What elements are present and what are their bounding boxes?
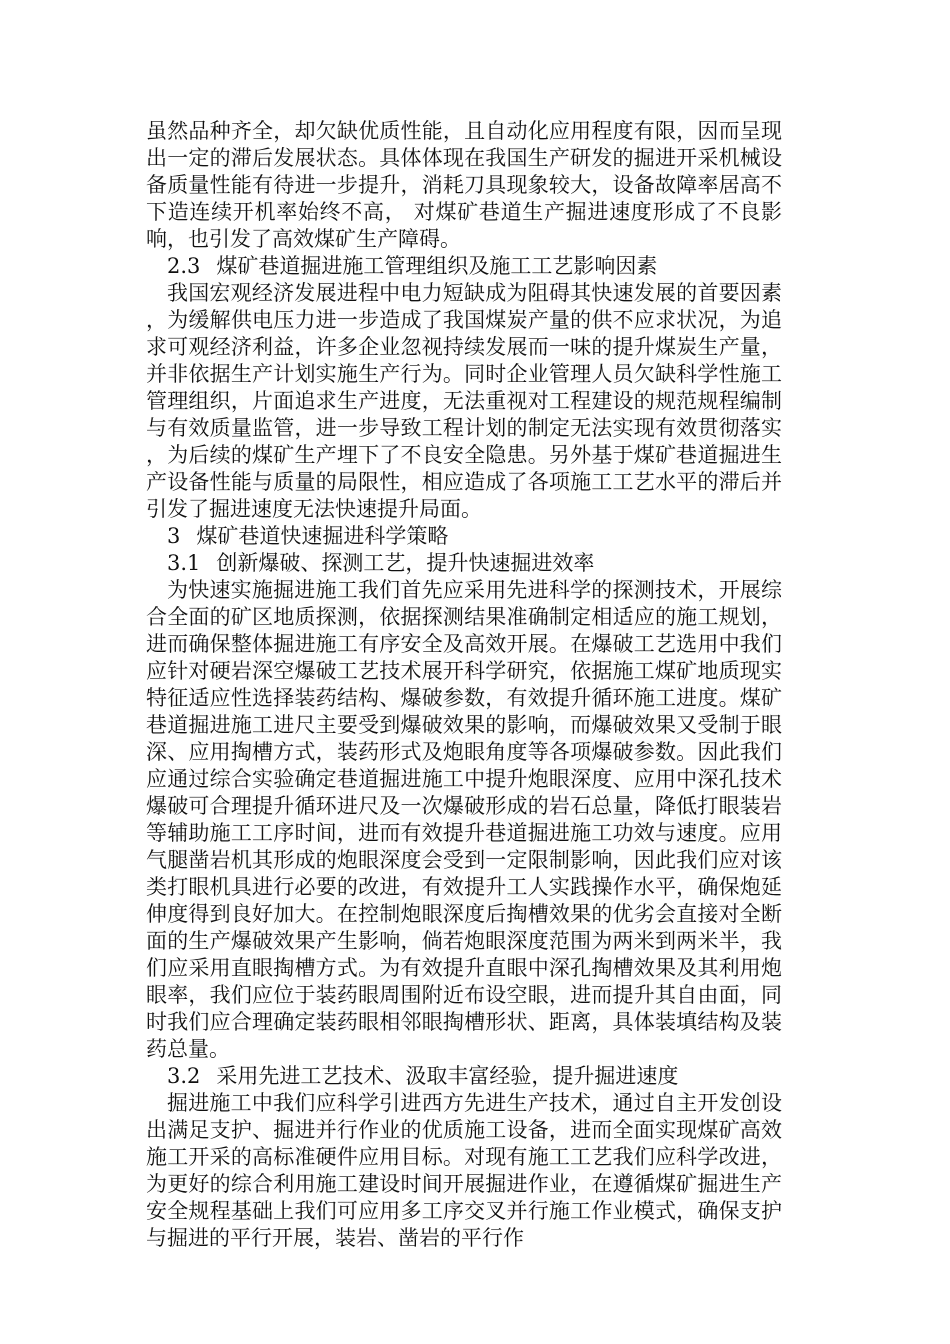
section-title: 采用先进工艺技术、汲取丰富经验，提升掘进速度: [216, 1064, 679, 1088]
section-number: 3: [167, 524, 181, 548]
paragraph-body: 我国宏观经济发展进程中电力短缺成为阻碍其快速发展的首要因素，为缓解供电压力进一步造成了我国煤炭产量的供不应求状况，为追求可观经济利益，许多企业忽视持续发展而一味的提升煤炭生产量，并非依据生产计划实施生产行为。同时企业管理人员欠缺科学性施工管理组织，片面追求生产进度，无法重视对工程建设的规范规程编制与有效质量监管，进一步导致工程计划的制定无法实现有效贯彻落实，为后续的煤矿生产埋下了不良安全隐患。另外基于煤矿巷道掘进生产设备性能与质量的局限性，相应造成了各项施工工艺水平的滞后并引发了掘进速度无法快速提升局面。: [146, 281, 782, 521]
section-heading-3-2: [146, 1063, 782, 1090]
document-page: [146, 118, 782, 1252]
section-heading-3-1: [146, 550, 782, 577]
section-number: 2.3: [167, 254, 201, 278]
paragraph-continuation: 虽然品种齐全，却欠缺优质性能，且自动化应用程度有限，因而呈现出一定的滞后发展状态。具体体现在我国生产研发的掘进开采机械设备质量性能有待进一步提升，消耗刀具现象较大，设备故障率居高不下造连续开机率始终不高， 对煤矿巷道生产掘进速度形成了不良影响，也引发了高效煤矿生产障碍。: [146, 119, 782, 251]
section-number: 3.2: [167, 1064, 201, 1088]
section-title: 煤矿巷道掘进施工管理组织及施工工艺影响因素: [216, 254, 658, 278]
paragraph-body: 为快速实施掘进施工我们首先应采用先进科学的探测技术，开展综合全面的矿区地质探测，依据探测结果准确制定相适应的施工规划，进而确保整体掘进施工有序安全及高效开展。在爆破工艺选用中我们应针对硬岩深空爆破工艺技术展开科学研究，依据施工煤矿地质现实特征适应性选择装药结构、爆破参数，有效提升循环施工进度。煤矿巷道掘进施工进尺主要受到爆破效果的影响，而爆破效果又受制于眼深、应用掏槽方式，装药形式及炮眼角度等各项爆破参数。因此我们应通过综合实验确定巷道掘进施工中提升炮眼深度、应用中深孔技术爆破可合理提升循环进尺及一次爆破形成的岩石总量，降低打眼装岩等辅助施工工序时间，进而有效提升巷道掘进施工功效与速度。应用气腿凿岩机其形成的炮眼深度会受到一定限制影响，因此我们应对该类打眼机具进行必要的改进，有效提升工人实践操作水平，确保炮延伸度得到良好加大。在控制炮眼深度后掏槽效果的优劣会直接对全断面的生产爆破效果产生影响，倘若炮眼深度范围为两米到两米半，我们应采用直眼掏槽方式。为有效提升直眼中深孔掏槽效果及其利用炮眼率，我们应位于装药眼周围附近布设空眼，进而提升其自由面，同时我们应合理确定装药眼相邻眼掏槽形状、距离，具体装填结构及装药总量。: [146, 578, 782, 1061]
section-title: 创新爆破、探测工艺，提升快速掘进效率: [216, 551, 595, 575]
section-title: 煤矿巷道快速掘进科学策略: [196, 524, 449, 548]
section-heading-3: [146, 523, 782, 550]
section-number: 3.1: [167, 551, 201, 575]
section-heading-2-3: [146, 253, 782, 280]
paragraph-body: 掘进施工中我们应科学引进西方先进生产技术，通过自主开发创设出满足支护、掘进并行作业的优质施工设备，进而全面实现煤矿高效施工开采的高标准硬件应用目标。对现有施工工艺我们应科学改进，为更好的综合利用施工建设时间开展掘进作业，在遵循煤矿掘进生产安全规程基础上我们可应用多工序交叉并行施工作业模式，确保支护与掘进的平行开展，装岩、凿岩的平行作: [146, 1091, 782, 1250]
